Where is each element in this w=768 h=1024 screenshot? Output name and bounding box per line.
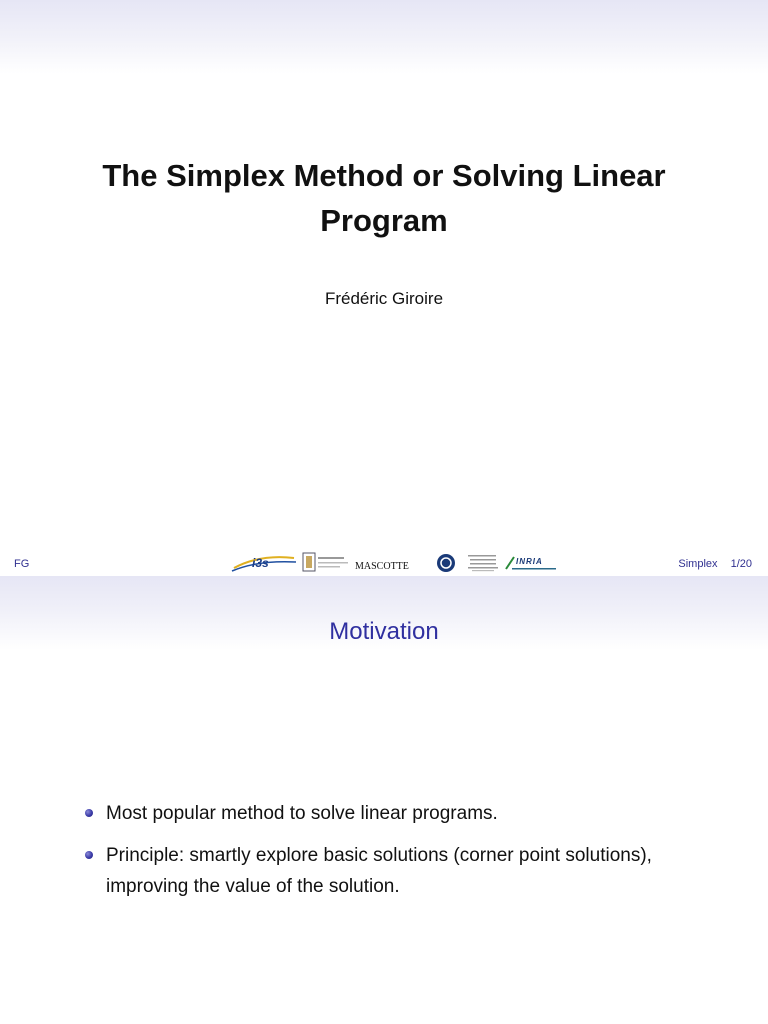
bullet-icon: [85, 809, 93, 817]
svg-text:INRIA: INRIA: [516, 557, 543, 566]
mascotte-label: MASCOTTE: [355, 561, 409, 572]
footer-author-initials: FG: [14, 558, 30, 570]
lab-logo-icon: [466, 553, 502, 573]
frame-title: Motivation: [329, 618, 439, 645]
list-item: [84, 798, 724, 829]
bullet-text: Most popular method to solve linear programs.: [106, 803, 498, 824]
footer-right: [678, 558, 752, 570]
bullet-text: Principle: smartly explore basic solutions (corner point solutions), improving the value of the solution.: [106, 845, 652, 897]
author-name: Frédéric Giroire: [324, 289, 444, 308]
university-logo-icon: [302, 552, 350, 572]
motivation-slide: [0, 576, 768, 1024]
list-item: [84, 840, 724, 902]
footer-short-title: Simplex: [678, 558, 718, 570]
bullet-icon: [85, 851, 93, 859]
cnrs-logo-icon: [436, 553, 456, 573]
svg-text:i3s: i3s: [252, 556, 269, 570]
inria-logo-icon: [504, 553, 560, 573]
slide-footer: [0, 548, 768, 576]
bullet-list: [84, 798, 724, 913]
header-gradient: [0, 0, 768, 74]
presentation-title: The Simplex Method or Solving Linear Program: [102, 158, 666, 238]
i3s-logo-icon: [230, 550, 300, 574]
footer-logos: [230, 550, 560, 574]
footer-page-number: 1/20: [730, 558, 752, 570]
